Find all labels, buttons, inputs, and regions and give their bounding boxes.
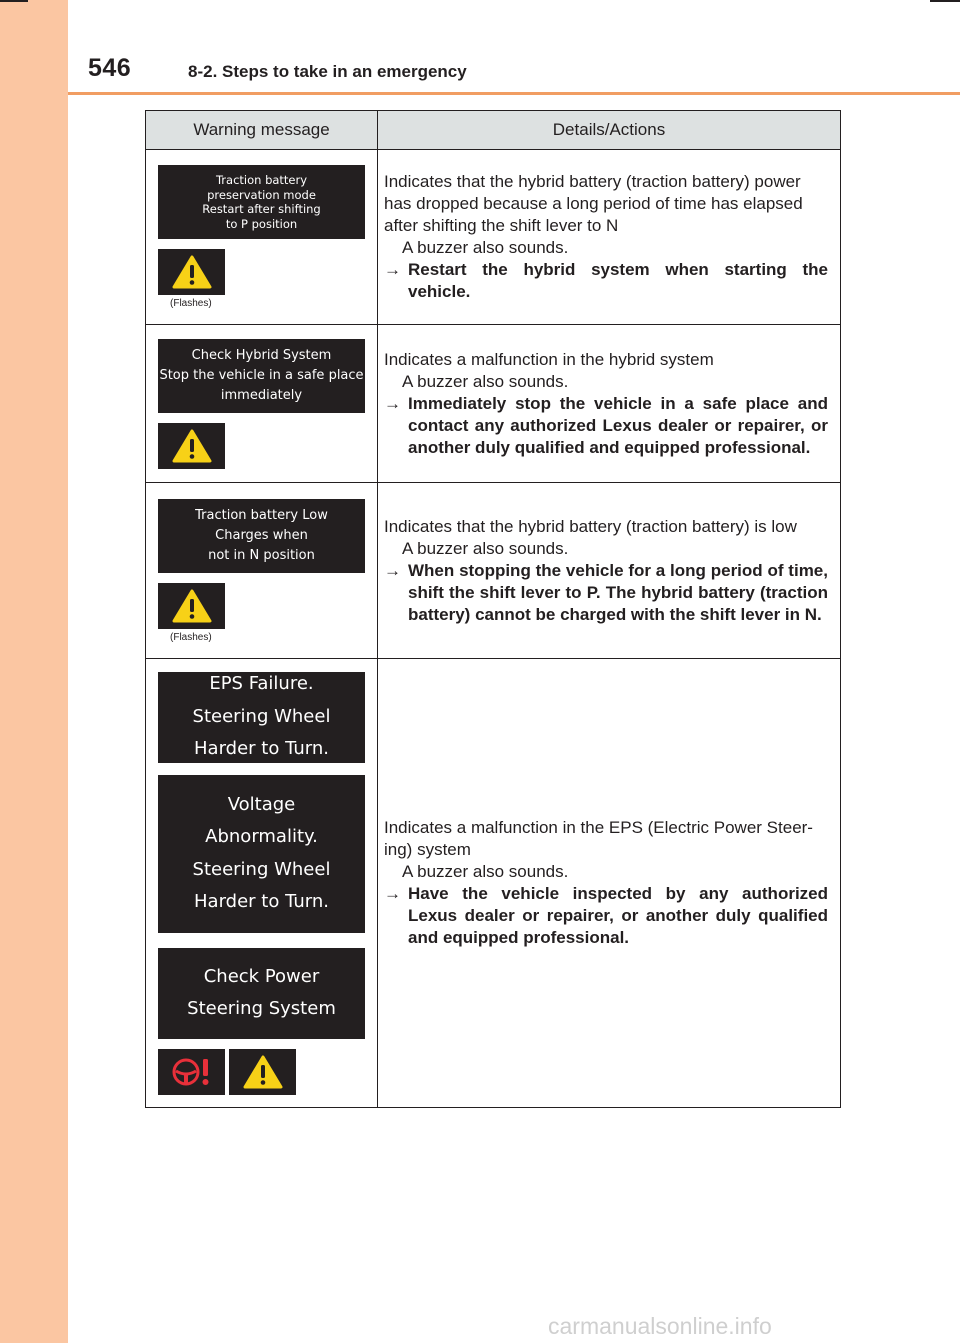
details-cell <box>378 483 841 659</box>
display-line: Steering Wheel <box>192 705 331 727</box>
action-text <box>384 883 828 949</box>
page-number: 546 <box>88 54 132 82</box>
display-message-voltage-abnormality <box>158 775 365 933</box>
arrow-icon: → <box>384 260 401 279</box>
display-line: not in N position <box>208 547 315 563</box>
details-text: Indicates a malfunction in the EPS (Electric Power Steer-ing) system <box>384 818 813 859</box>
action-text <box>384 259 828 303</box>
power-steering-warning-icon <box>158 1049 225 1095</box>
display-line: immediately <box>220 387 303 403</box>
page-header <box>68 0 960 95</box>
table-row <box>146 325 841 483</box>
display-line: Check Power <box>203 965 320 987</box>
buzzer-note: A buzzer also sounds. <box>402 862 569 881</box>
details-cell <box>378 325 841 483</box>
display-line: Steering Wheel <box>192 858 331 880</box>
action-text <box>384 560 828 626</box>
display-message-check-power-steering <box>158 948 365 1039</box>
arrow-icon: → <box>384 393 401 413</box>
details-text: Indicates that the hybrid battery (traction battery) is low <box>384 516 797 536</box>
display-message <box>158 499 365 573</box>
warning-triangle-icon <box>229 1049 296 1095</box>
action-label: When stopping the vehicle for a long period of time, shift the shift lever to P. The hybrid battery (traction battery) cannot be charged with the shift lever in N. <box>408 560 828 624</box>
column-header-details-actions: Details/Actions <box>378 111 841 150</box>
display-line: EPS Failure. <box>209 673 314 695</box>
display-line: Charges when <box>215 527 308 543</box>
arrow-icon: → <box>384 560 401 580</box>
display-line: preservation mode <box>207 187 316 202</box>
crop-mark-left <box>0 0 28 2</box>
action-text <box>384 393 828 459</box>
watermark: carmanualsonline.info <box>548 1313 772 1339</box>
column-header-warning-message: Warning message <box>146 111 378 150</box>
details-cell <box>378 659 841 1108</box>
details-cell <box>378 150 841 325</box>
display-line: Voltage <box>227 793 296 815</box>
buzzer-note: A buzzer also sounds. <box>402 238 569 257</box>
display-line: Stop the vehicle in a safe place <box>159 367 364 383</box>
warning-message-cell <box>146 483 378 659</box>
display-line: Harder to Turn. <box>194 738 329 760</box>
warning-message-cell <box>146 659 378 1108</box>
details-text: Indicates that the hybrid battery (traction battery) power has dropped because a long period of time has elapsed after shifting the shift lever to N <box>384 172 803 235</box>
display-line: Traction battery <box>215 173 308 187</box>
table-header-row <box>146 111 841 150</box>
section-title: 8-2. Steps to take in an emergency <box>188 62 467 81</box>
buzzer-note: A buzzer also sounds. <box>402 538 569 558</box>
warning-message-table <box>145 110 841 1108</box>
warning-message-cell <box>146 150 378 325</box>
display-line: Steering System <box>187 998 336 1019</box>
table-row <box>146 150 841 325</box>
display-line: Traction battery Low <box>195 507 328 523</box>
warning-triangle-icon <box>158 249 225 295</box>
action-label: Immediately stop the vehicle in a safe place and contact any authorized Lexus dealer or repairer, or another duly qualified and equipped professional. <box>408 393 828 457</box>
display-message-eps-failure <box>158 672 365 763</box>
page-sidebar-tab <box>0 0 68 1343</box>
flashes-note: (Flashes) <box>170 631 212 643</box>
display-message <box>158 339 365 413</box>
warning-triangle-icon <box>158 583 225 629</box>
display-message <box>158 165 365 239</box>
display-line: to P position <box>225 216 298 231</box>
table-row <box>146 659 841 1108</box>
action-label: Restart the hybrid system when starting the vehicle. <box>408 260 828 301</box>
display-line: Harder to Turn. <box>194 891 329 912</box>
display-line: Check Hybrid System <box>191 347 332 363</box>
flashes-note: (Flashes) <box>170 298 212 309</box>
display-line: Abnormality. <box>205 826 318 847</box>
warning-triangle-icon <box>158 423 225 469</box>
arrow-icon: → <box>384 884 401 903</box>
action-label: Have the vehicle inspected by any authorized Lexus dealer or repairer, or another duly qualified and equipped professional. <box>408 884 828 947</box>
warning-message-cell <box>146 325 378 483</box>
display-line: Restart after shifting <box>202 202 321 216</box>
buzzer-note: A buzzer also sounds. <box>402 371 569 391</box>
header-rule <box>68 92 960 95</box>
details-text: Indicates a malfunction in the hybrid system <box>384 349 714 369</box>
table-row <box>146 483 841 659</box>
